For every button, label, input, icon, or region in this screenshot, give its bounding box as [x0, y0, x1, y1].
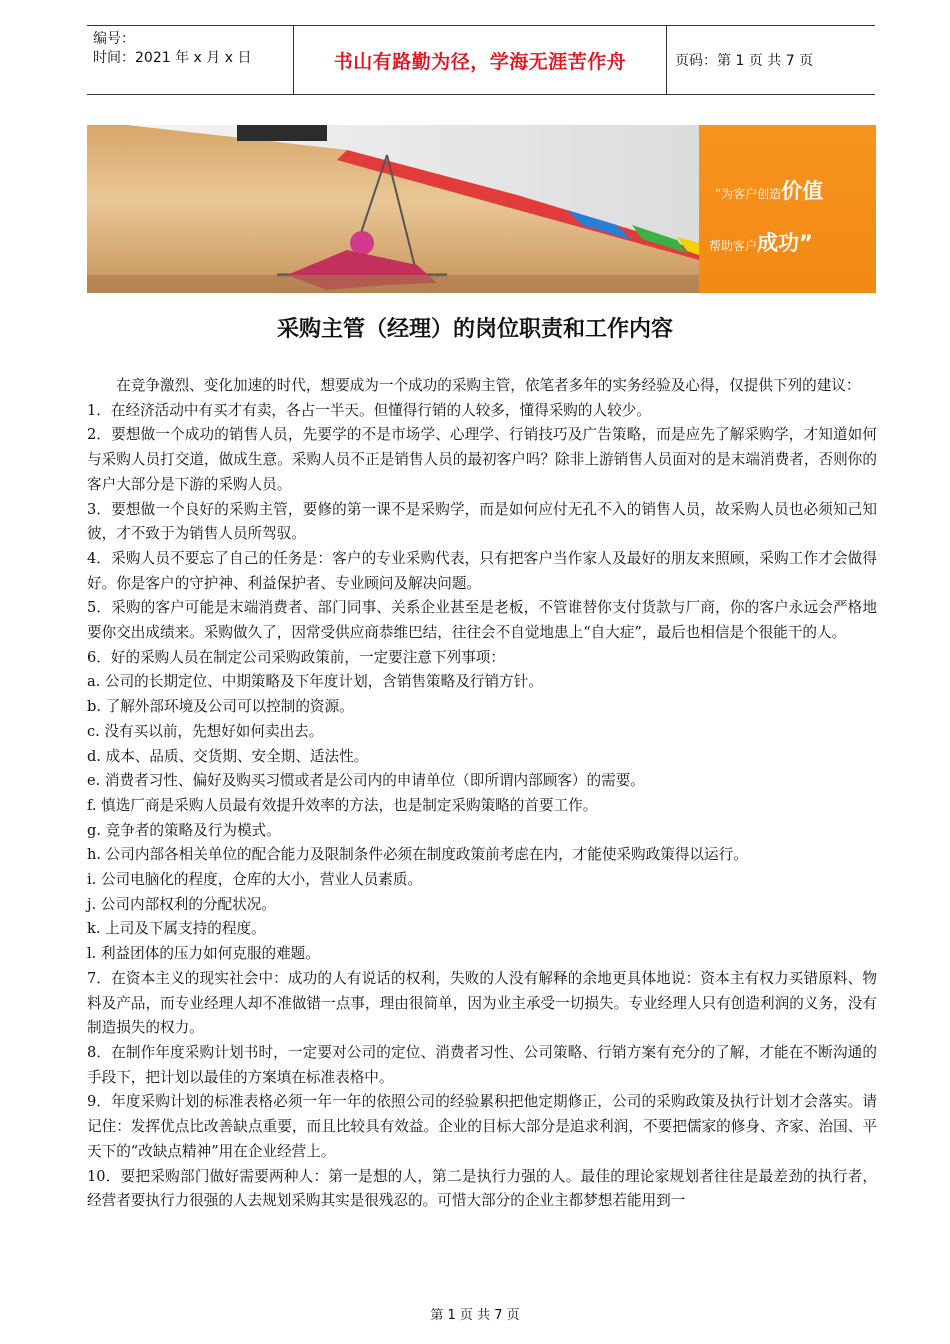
list-item: h. 公司内部各相关单位的配合能力及限制条件必须在制度政策前考虑在内，才能使采购政策得以运行。 — [87, 846, 748, 864]
footer-prefix: 第 — [430, 1308, 444, 1323]
document-body — [87, 374, 877, 1214]
paragraph: 2．要想做一个成功的销售人员，先要学的不是市场学、心理学、行销技巧及广告策略，而是应先了解采购学，才知道如何与采购人员打交道，做成生意。采购人员不正是销售人员的最初客户吗？除非上游销售人员面对的是末端消费者，否则你的客户大部分是下游的采购人员。 — [87, 426, 877, 493]
list-item: j. 公司内部权利的分配状况。 — [87, 895, 276, 913]
paragraph: 3．要想做一个良好的采购主管，要修的第一课不是采购学，而是如何应付无孔不入的销售人员，故采购人员也必须知己知彼，才不致于为销售人员所驾驭。 — [87, 500, 877, 543]
list-item: b. 了解外部环境及公司可以控制的资源。 — [87, 698, 354, 716]
paragraph: 6．好的采购人员在制定公司采购政策前，一定要注意下列事项： — [87, 648, 505, 666]
paragraph: 1．在经济活动中有买才有卖，各占一半天。但懂得行销的人较多，懂得采购的人较少。 — [87, 401, 651, 419]
header-page-info: 页码：第 1 页 共 7 页 — [675, 53, 814, 69]
footer-total-pages: 7 — [494, 1308, 503, 1323]
paragraph: 4．采购人员不要忘了自己的任务是：客户的专业采购代表，只有把客户当作家人及最好的朋友来照顾，采购工作才会做得好。你是客户的守护神、利益保护者、专业顾问及解决问题。 — [87, 549, 877, 592]
intro-paragraph: 在竞争激烈、变化加速的时代，想要成为一个成功的采购主管，依笔者多年的实务经验及心得，仅提供下列的建议： — [116, 377, 861, 394]
document-title: 采购主管（经理）的岗位职责和工作内容 — [276, 317, 673, 342]
paragraph: 10．要把采购部门做好需要两种人：第一是想的人，第二是执行力强的人。最佳的理论家规划者往往是最差劲的执行者，经营者要执行力很强的人去规划采购其实是很残忍的。可惜大部分的企业主都梦想若能用到一 — [87, 1167, 877, 1210]
list-item: f. 慎选厂商是采购人员最有效提升效率的方法，也是制定采购策略的首要工作。 — [87, 796, 598, 814]
list-item: i. 公司电脑化的程度，仓库的大小，营业人员素质。 — [87, 871, 423, 889]
page-header — [87, 25, 875, 95]
paragraph: 7．在资本主义的现实社会中：成功的人有说话的权利，失败的人没有解释的余地更具体地说：资本主有权力买错原料、物料及产品，而专业经理人却不准做错一点事，理由很简单，因为业主承受一切损失。专业经理人只有创造利润的义务，没有制造损失的权力。 — [87, 969, 877, 1037]
list-item: c. 没有买以前，先想好如何卖出去。 — [87, 722, 324, 740]
banner-image — [87, 125, 876, 293]
list-item: k. 上司及下属支持的程度。 — [87, 920, 266, 938]
footer-middle: 页 共 — [459, 1308, 491, 1323]
slogan-line-2: 帮助客户成功” — [709, 231, 813, 255]
list-item: g. 竞争者的策略及行为模式。 — [87, 821, 281, 839]
footer-page-number: 1 — [447, 1308, 456, 1323]
list-item: a. 公司的长期定位、中期策略及下年度计划，含销售策略及行销方针。 — [87, 673, 543, 691]
paragraph: 5．采购的客户可能是末端消费者、部门同事、关系企业甚至是老板，不管谁替你支付货款与厂商，你的客户永远会严格地要你交出成绩来。采购做久了，因常受供应商恭维巴结，往往会不自觉地患上“自大症”，最后也相信是个很能干的人。 — [87, 599, 877, 642]
header-meta — [87, 26, 293, 94]
page-footer — [0, 1304, 950, 1323]
paragraph: 8．在制作年度采购计划书时，一定要对公司的定位、消费者习性、公司策略、行销方案有充分的了解，才能在不断沟通的手段下，把计划以最佳的方案填在标准表格中。 — [87, 1043, 877, 1086]
header-motto: 书山有路勤为径，学海无涯苦作舟 — [293, 26, 667, 94]
footer-suffix: 页 — [506, 1308, 520, 1323]
paragraph: 9．年度采购计划的标准表格必须一年一年的依照公司的经验累积把他定期修正，公司的采购政策及执行计划才会落实。请记住：发挥优点比改善缺点重要，而且比较具有效益。企业的目标大部分是追求利润，不要把儒家的修身、齐家、治国、平天下的“改缺点精神”用在企业经营上。 — [87, 1093, 877, 1160]
hang-glider-photo — [87, 125, 699, 293]
list-item: l. 利益团体的压力如何克服的难题。 — [87, 945, 320, 963]
slogan-panel — [699, 125, 876, 293]
number-label: 编号： — [93, 31, 135, 47]
slogan-line-1: ”为客户创造价值 — [715, 179, 824, 203]
time-label: 时间：2021 年 x 月 x 日 — [93, 50, 252, 66]
list-item: d. 成本、品质、交货期、安全期、适法性。 — [87, 747, 369, 765]
list-item: e. 消费者习性、偏好及购买习惯或者是公司内的申请单位（即所谓内部顾客）的需要。 — [87, 772, 645, 790]
